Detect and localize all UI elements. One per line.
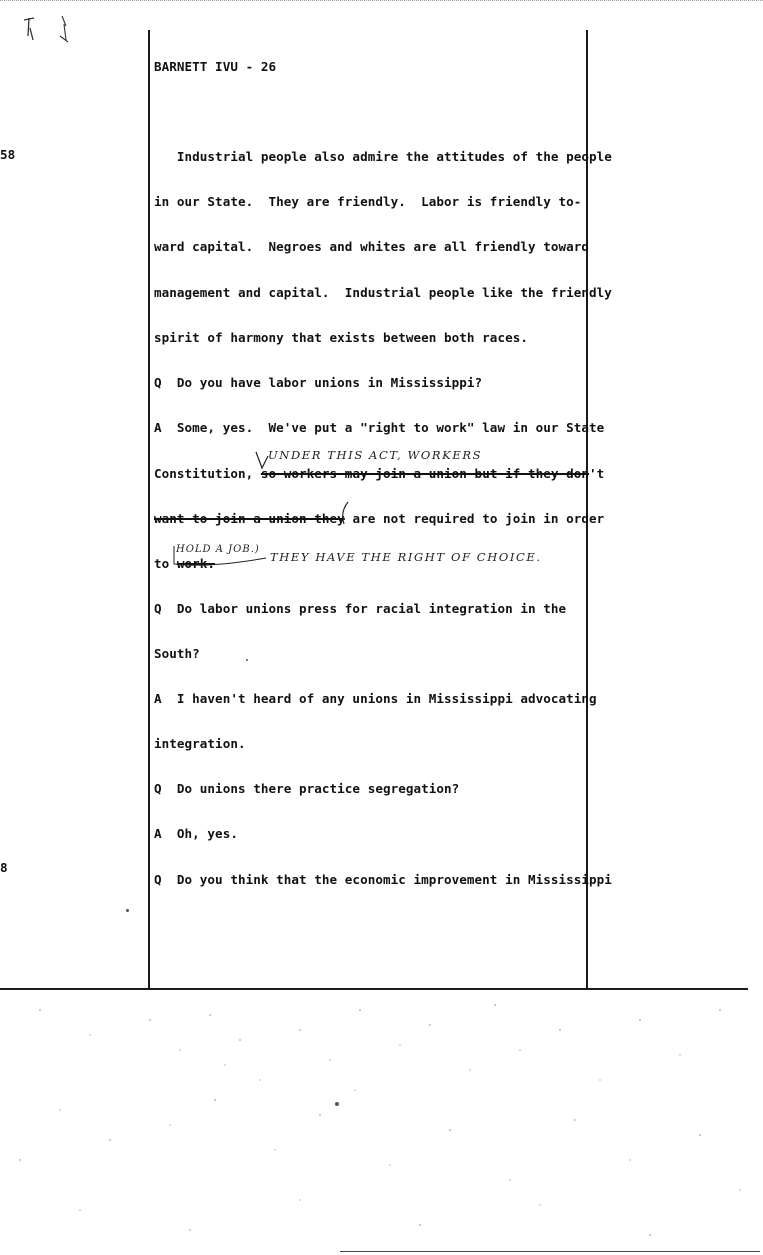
ink-speck xyxy=(126,909,129,912)
scan-noise xyxy=(0,990,763,1252)
handwritten-insert-3: THEY HAVE THE RIGHT OF CHOICE. xyxy=(270,550,542,564)
insertion-mark-2 xyxy=(170,544,270,570)
answer-2-line-2: integration. xyxy=(154,736,246,751)
answer-1-line-4-start: to xyxy=(154,556,177,571)
text-line-p4: management and capital. Industrial people like the friendly xyxy=(154,285,612,300)
answer-1-line-2-end: 't xyxy=(589,466,605,481)
struck-text-2: want to join a union they xyxy=(154,511,345,526)
insertion-bracket xyxy=(338,500,352,526)
answer-3: A Oh, yes. xyxy=(154,826,238,841)
question-4: Q Do you think that the economic improvement in Mississippi xyxy=(154,872,612,887)
page-header: BARNETT IVU - 26 xyxy=(154,59,277,74)
answer-1-line-3 xyxy=(154,511,604,527)
answer-2: A I haven't heard of any unions in Mississippi advocating xyxy=(154,691,597,706)
ink-speck xyxy=(246,659,248,661)
margin-line-number-top: 58 xyxy=(0,147,16,162)
struck-text-1: so workers may join a union but if they don xyxy=(260,466,590,481)
margin-line-number-bottom: 8 xyxy=(0,860,8,875)
text-line-p1: Industrial people also admire the attitudes of the people xyxy=(154,149,612,164)
question-2: Q Do labor unions press for racial integration in the xyxy=(154,601,567,616)
top-edge-dotted-line xyxy=(0,0,763,1)
text-line-p3: ward capital. Negroes and whites are all friendly toward xyxy=(154,239,590,254)
question-3: Q Do unions there practice segregation? xyxy=(154,781,460,796)
question-1: Q Do you have labor unions in Mississippi? xyxy=(154,375,483,390)
answer-1: A Some, yes. We've put a "right to work" law in our State xyxy=(154,420,605,435)
handwritten-insert-2: HOLD A JOB.) xyxy=(176,544,260,555)
handwritten-insert-1: UNDER THIS ACT, WORKERS xyxy=(268,448,483,462)
struck-text-3: work. xyxy=(176,556,216,571)
corner-pencil-mark xyxy=(20,14,80,54)
answer-1-line-2 xyxy=(154,466,604,482)
answer-1-line-3-end: are not required to join in order xyxy=(344,511,605,526)
left-margin-rule xyxy=(148,30,150,988)
text-line-p5: spirit of harmony that exists between both races. xyxy=(154,330,528,345)
answer-1-line-2-start: Constitution, xyxy=(154,466,261,481)
question-2-line-2: South? xyxy=(154,646,200,661)
text-line-p2: in our State. They are friendly. Labor is friendly to- xyxy=(154,194,582,209)
right-margin-rule xyxy=(586,30,588,988)
